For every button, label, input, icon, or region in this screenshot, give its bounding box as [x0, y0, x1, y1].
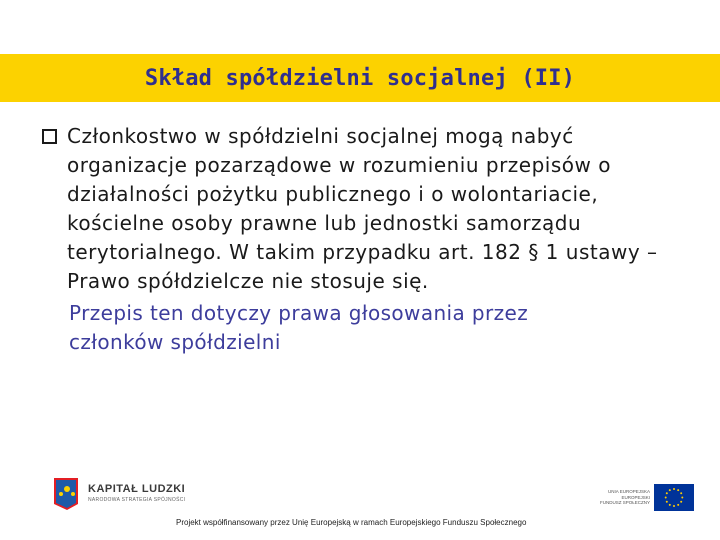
- eu-logo: [600, 484, 694, 511]
- note-text: Przepis ten dotyczy prawa głosowania przez członków spółdzielni: [69, 301, 529, 354]
- footer-caption: Projekt współfinansowany przez Unię Europejską w ramach Europejskiego Funduszu Społecznego: [176, 518, 527, 527]
- eu-logo-text: UNIA EUROPEJSKA EUROPEJSKI FUNDUSZ SPOŁECZNY: [600, 489, 651, 506]
- kapital-ludzki-emblem-icon: [52, 474, 82, 512]
- checkbox-bullet-icon: [42, 129, 57, 144]
- kapital-ludzki-title: KAPITAŁ LUDZKI: [88, 483, 186, 495]
- bullet-item: [42, 122, 692, 296]
- title-bar: [0, 54, 720, 102]
- slide-content: [42, 122, 692, 357]
- kapital-ludzki-logo: [52, 474, 185, 512]
- bullet-text: Członkostwo w spółdzielni socjalnej mogą nabyć organizacje pozarządowe w rozumieniu przepisów o działalności pożytku publicznego i o wolontariacie, kościelne osoby prawne lub jednostki samorządu terytorialnego. W takim przypadku art. 182 § 1 ustawy – Prawo spółdzielcze nie stosuje się.: [67, 124, 658, 293]
- eu-flag-icon: [654, 484, 694, 511]
- kapital-ludzki-subtitle: NARODOWA STRATEGIA SPÓJNOŚCI: [88, 497, 186, 503]
- slide-title: Skład spółdzielni socjalnej (II): [144, 65, 576, 91]
